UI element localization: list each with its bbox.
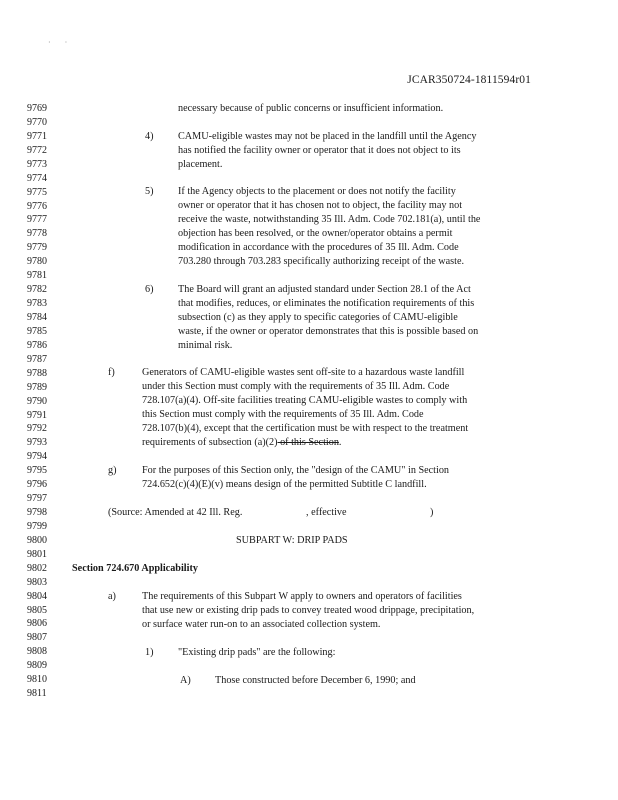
line-number: 9770 (27, 116, 47, 128)
line-number: 9775 (27, 186, 47, 198)
line-number: 9792 (27, 423, 47, 435)
line-number: 9779 (27, 242, 47, 254)
line-number: 9780 (27, 256, 47, 268)
line-number: 9808 (27, 646, 47, 658)
line-number: 9774 (27, 172, 47, 184)
line-number: 9777 (27, 214, 47, 226)
line-number: 9807 (27, 632, 47, 644)
item-6-line-2: that modifies, reduces, or eliminates the notification requirements of this (178, 298, 475, 309)
line-number: 9791 (27, 409, 47, 421)
line-number: 9795 (27, 465, 47, 477)
line-number: 9782 (27, 284, 47, 296)
item-f-line-6-text: requirements of subsection (a)(2) (142, 437, 278, 448)
item-f-line-5: 728.107(b)(4), except that the certification must be with respect to the treatment (142, 423, 469, 434)
source-note-start: (Source: Amended at 42 Ill. Reg. (108, 507, 243, 518)
line-number: 9781 (27, 270, 47, 282)
item-6-line-1: The Board will grant an adjusted standard under Section 28.1 of the Act (178, 284, 471, 295)
line-number: 9794 (27, 451, 47, 463)
source-note-effective: , effective (306, 507, 347, 518)
item-f-label: f) (108, 367, 115, 378)
item-g-line-2: 724.652(c)(4)(E)(v) means design of the permitted Subtitle C landfill. (142, 479, 427, 490)
line-number: 9784 (27, 311, 47, 323)
line-number: 9788 (27, 367, 47, 379)
item-4-line-2: has notified the facility owner or operator that it does not object to its (178, 145, 461, 156)
item-a-line-2: that use new or existing drip pads to convey treated wood drippage, precipitation, (142, 605, 475, 616)
item-6-line-3: subsection (c) as they apply to specific categories of CAMU-eligible (178, 312, 458, 323)
item-4-line-3: placement. (178, 159, 223, 170)
line-number: 9771 (27, 130, 47, 142)
item-6-line-4: waste, if the owner or operator demonstrates that this is possible based on (178, 326, 479, 337)
deleted-text: of this Section (277, 437, 339, 448)
line-number: 9799 (27, 520, 47, 532)
line-number: 9778 (27, 228, 47, 240)
line-number: 9783 (27, 298, 47, 309)
line-number: 9805 (27, 604, 47, 616)
item-f-line-6-end: . (338, 437, 342, 448)
item-A-text: Those constructed before December 6, 1990; and (215, 675, 416, 686)
item-5-line-5: modification in accordance with the procedures of 35 Ill. Adm. Code (178, 242, 459, 253)
item-a-label: a) (108, 591, 116, 602)
item-5-line-1: If the Agency objects to the placement or does not notify the facility (178, 186, 456, 197)
item-6-line-5: minimal risk. (178, 340, 233, 351)
item-4-line-1: CAMU-eligible wastes may not be placed in the landfill until the Agency (178, 131, 477, 142)
subpart-title: SUBPART W: DRIP PADS (236, 535, 348, 546)
line-number: 9803 (27, 576, 47, 588)
line-number: 9811 (27, 688, 47, 700)
item-5-line-3: receive the waste, notwithstanding 35 Ill. Adm. Code 702.181(a), until the (178, 214, 481, 225)
line-number: 9796 (27, 479, 47, 491)
line-number: 9797 (27, 493, 47, 504)
line-number: 9810 (27, 674, 47, 686)
line-number: 9789 (27, 381, 47, 393)
body-line-9769: necessary because of public concerns or insufficient information. (178, 103, 444, 114)
item-f-line-3: 728.107(a)(4). Off-site facilities treating CAMU-eligible wastes to comply with (142, 395, 468, 406)
item-1-text: "Existing drip pads" are the following: (178, 647, 336, 658)
source-note-end: ) (430, 507, 434, 518)
item-A-label: A) (180, 675, 191, 686)
item-5-line-6: 703.280 through 703.283 specifically authorizing receipt of the waste. (178, 256, 465, 267)
item-a-line-3: or surface water run-on to an associated collection system. (142, 619, 381, 630)
line-number: 9769 (27, 103, 47, 114)
document-id-header: JCAR350724-1811594r01 (407, 74, 531, 86)
item-f-line-1: Generators of CAMU-eligible wastes sent off-site to a hazardous waste landfill (142, 367, 465, 378)
item-g-label: g) (108, 465, 117, 476)
line-number: 9772 (27, 144, 47, 156)
line-number: 9806 (27, 618, 47, 630)
line-number: 9804 (27, 590, 47, 602)
line-number: 9773 (27, 158, 47, 170)
line-number: 9801 (27, 548, 47, 560)
line-number: 9790 (27, 395, 47, 407)
item-5-line-2: owner or operator that it has chosen not to object, the facility may not (178, 200, 463, 211)
item-6-label: 6) (145, 284, 154, 295)
line-number: 9776 (27, 200, 47, 212)
item-f-line-2: under this Section must comply with the requirements of 35 Ill. Adm. Code (142, 381, 450, 392)
item-a-line-1: The requirements of this Subpart W apply to owners and operators of facilities (142, 591, 462, 602)
scan-specks: · · (48, 38, 74, 47)
line-number: 9785 (27, 325, 47, 337)
item-5-line-4: objection has been resolved, or the owner/operator obtains a permit (178, 228, 453, 239)
item-g-line-1: For the purposes of this Section only, the "design of the CAMU" in Section (142, 465, 450, 476)
item-f-line-6 (142, 438, 341, 448)
line-number: 9787 (27, 353, 47, 365)
section-heading: Section 724.670 Applicability (72, 563, 198, 574)
line-number: 9809 (27, 660, 47, 672)
line-number: 9798 (27, 507, 47, 518)
item-f-line-4: this Section must comply with the requirements of 35 Ill. Adm. Code (142, 409, 424, 420)
line-number: 9786 (27, 339, 47, 351)
line-number: 9802 (27, 562, 47, 574)
line-number: 9800 (27, 534, 47, 546)
item-4-label: 4) (145, 131, 154, 142)
item-5-label: 5) (145, 186, 154, 197)
line-number: 9793 (27, 437, 47, 449)
item-1-label: 1) (145, 647, 154, 658)
